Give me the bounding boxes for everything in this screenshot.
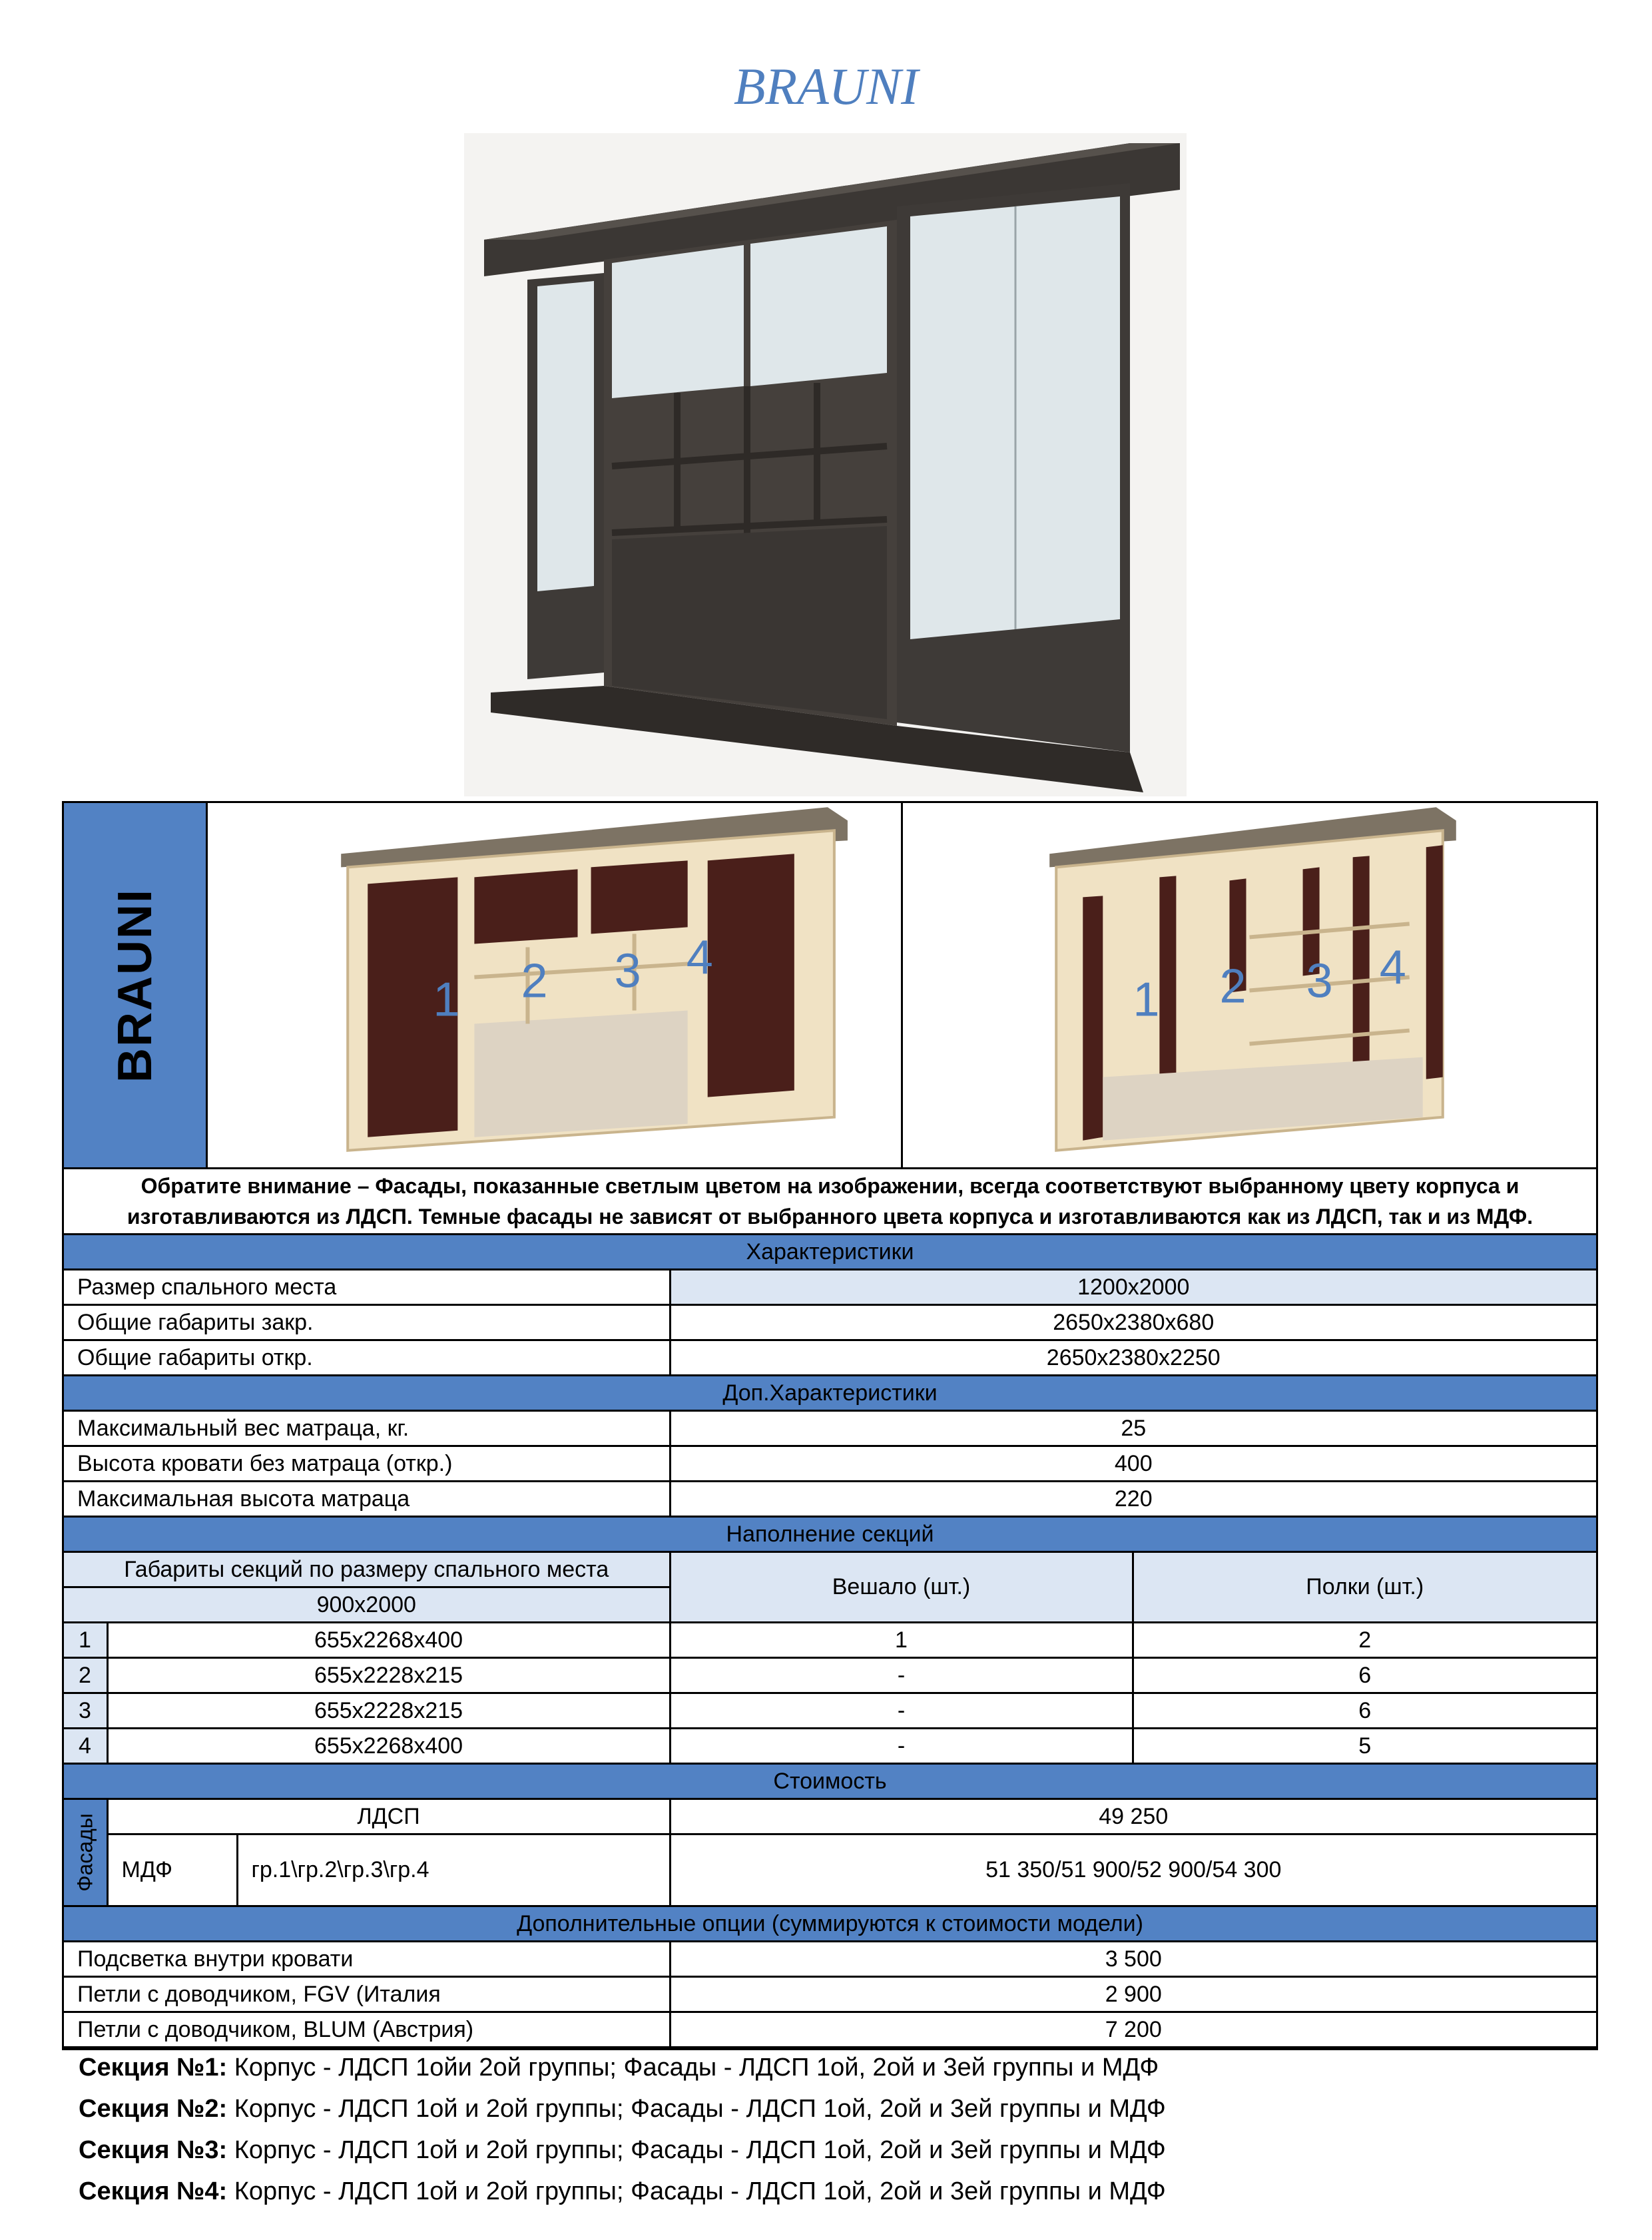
page-title: BRAUNI — [733, 57, 919, 115]
shelves-col-header: Полки (шт.) — [1133, 1552, 1596, 1623]
section-note-lead: Секция №1: — [79, 2054, 228, 2082]
section-note-text: Корпус - ЛДСП 1ой и 2ой группы; Фасады - ЛДСП 1ой, 2ой и 3ей группы и МДФ — [227, 2095, 1166, 2123]
section-number-2: 2 — [521, 954, 548, 1008]
section-shelves: 6 — [1133, 1658, 1596, 1693]
section-shelves: 6 — [1133, 1693, 1596, 1729]
brand-label: BRAUNI — [108, 888, 162, 1083]
schemes-row — [64, 803, 1596, 1169]
section-size: 655x2268x400 — [107, 1729, 670, 1764]
section-shelves: 5 — [1133, 1729, 1596, 1764]
section-number-4: 4 — [686, 931, 713, 985]
section-hangers: - — [670, 1729, 1133, 1764]
characteristics-header: Характеристики — [64, 1235, 1596, 1270]
section-size: 655x2228x215 — [107, 1693, 670, 1729]
extra-value: 25 — [670, 1411, 1596, 1446]
open-scheme — [903, 803, 1596, 1167]
open-section-number-1: 1 — [1133, 973, 1160, 1027]
section-num: 4 — [64, 1729, 107, 1764]
char-value: 2650x2380x2250 — [670, 1340, 1596, 1376]
extra-characteristics-header: Доп.Характеристики — [64, 1376, 1596, 1411]
extra-value: 400 — [670, 1446, 1596, 1482]
section-note-text: Корпус - ЛДСП 1ойи 2ой группы; Фасады - ЛДСП 1ой, 2ой и 3ей группы и МДФ — [227, 2054, 1159, 2082]
section-hangers: - — [670, 1693, 1133, 1729]
facades-side-cell — [64, 1799, 107, 1906]
section-size: 655x2268x400 — [107, 1623, 670, 1658]
extra-label: Высота кровати без матраца (откр.) — [64, 1446, 670, 1482]
extra-label: Максимальный вес матраца, кг. — [64, 1411, 670, 1446]
open-section-number-4: 4 — [1379, 941, 1406, 995]
facade-note: Обратите внимание – Фасады, показанные светлым цветом на изображении, всегда соответствуют выбранному цвету корпуса и изготавливаются из ЛДСП. Темные фасады не зависят от выбранного цвета корпуса и изготавливаются как из ЛДСП, так и из МДФ. — [64, 1169, 1596, 1235]
char-label: Общие габариты закр. — [64, 1305, 670, 1340]
mdf-price: 51 350/51 900/52 900/54 300 — [670, 1834, 1596, 1906]
open-section-number-3: 3 — [1306, 954, 1333, 1008]
section-note-lead: Секция №2: — [79, 2095, 228, 2123]
option-price: 7 200 — [670, 2012, 1596, 2048]
option-label: Петли с доводчиком, FGV (Италия — [64, 1977, 670, 2012]
facades-side-label: Фасады — [73, 1813, 97, 1892]
sections-size-header: Габариты секций по размеру спального места — [64, 1552, 670, 1587]
spec-sheet — [62, 801, 1598, 2050]
section-notes — [79, 2047, 1166, 2212]
section-number-3: 3 — [614, 944, 641, 998]
option-price: 3 500 — [670, 1942, 1596, 1977]
brand-cell — [64, 803, 208, 1167]
closed-scheme — [208, 803, 903, 1167]
wardrobe-render — [464, 133, 1187, 796]
spec-table — [64, 1235, 1596, 2048]
extra-label: Максимальная высота матраца — [64, 1482, 670, 1517]
char-label: Общие габариты откр. — [64, 1340, 670, 1376]
ldsp-label: ЛДСП — [107, 1799, 670, 1834]
sections-size-sub: 900x2000 — [64, 1587, 670, 1623]
section-note — [79, 2129, 1166, 2171]
product-photo — [464, 133, 1187, 796]
closed-scheme-drawing — [208, 803, 901, 1167]
mdf-label: МДФ — [107, 1834, 237, 1906]
section-hangers: - — [670, 1658, 1133, 1693]
option-price: 2 900 — [670, 1977, 1596, 2012]
section-note — [79, 2088, 1166, 2129]
char-value: 1200x2000 — [670, 1270, 1596, 1305]
hangers-col-header: Вешало (шт.) — [670, 1552, 1133, 1623]
ldsp-price: 49 250 — [670, 1799, 1596, 1834]
section-note — [79, 2047, 1166, 2088]
open-scheme-drawing — [903, 803, 1596, 1167]
section-num: 3 — [64, 1693, 107, 1729]
cost-header: Стоимость — [64, 1764, 1596, 1799]
section-size: 655x2228x215 — [107, 1658, 670, 1693]
section-num: 2 — [64, 1658, 107, 1693]
mdf-groups: гр.1\гр.2\гр.3\гр.4 — [237, 1834, 670, 1906]
open-section-number-2: 2 — [1219, 960, 1246, 1013]
section-num: 1 — [64, 1623, 107, 1658]
section-note — [79, 2171, 1166, 2212]
extra-value: 220 — [670, 1482, 1596, 1517]
char-label: Размер спального места — [64, 1270, 670, 1305]
sections-header: Наполнение секций — [64, 1517, 1596, 1552]
section-note-lead: Секция №3: — [79, 2136, 228, 2164]
option-label: Петли с доводчиком, BLUM (Австрия) — [64, 2012, 670, 2048]
section-number-1: 1 — [433, 973, 460, 1027]
options-header: Дополнительные опции (суммируются к стоимости модели) — [64, 1906, 1596, 1942]
section-hangers: 1 — [670, 1623, 1133, 1658]
section-shelves: 2 — [1133, 1623, 1596, 1658]
section-note-text: Корпус - ЛДСП 1ой и 2ой группы; Фасады - ЛДСП 1ой, 2ой и 3ей группы и МДФ — [227, 2136, 1166, 2164]
section-note-text: Корпус - ЛДСП 1ой и 2ой группы; Фасады - ЛДСП 1ой, 2ой и 3ей группы и МДФ — [227, 2177, 1166, 2205]
option-label: Подсветка внутри кровати — [64, 1942, 670, 1977]
char-value: 2650x2380x680 — [670, 1305, 1596, 1340]
section-note-lead: Секция №4: — [79, 2177, 228, 2205]
